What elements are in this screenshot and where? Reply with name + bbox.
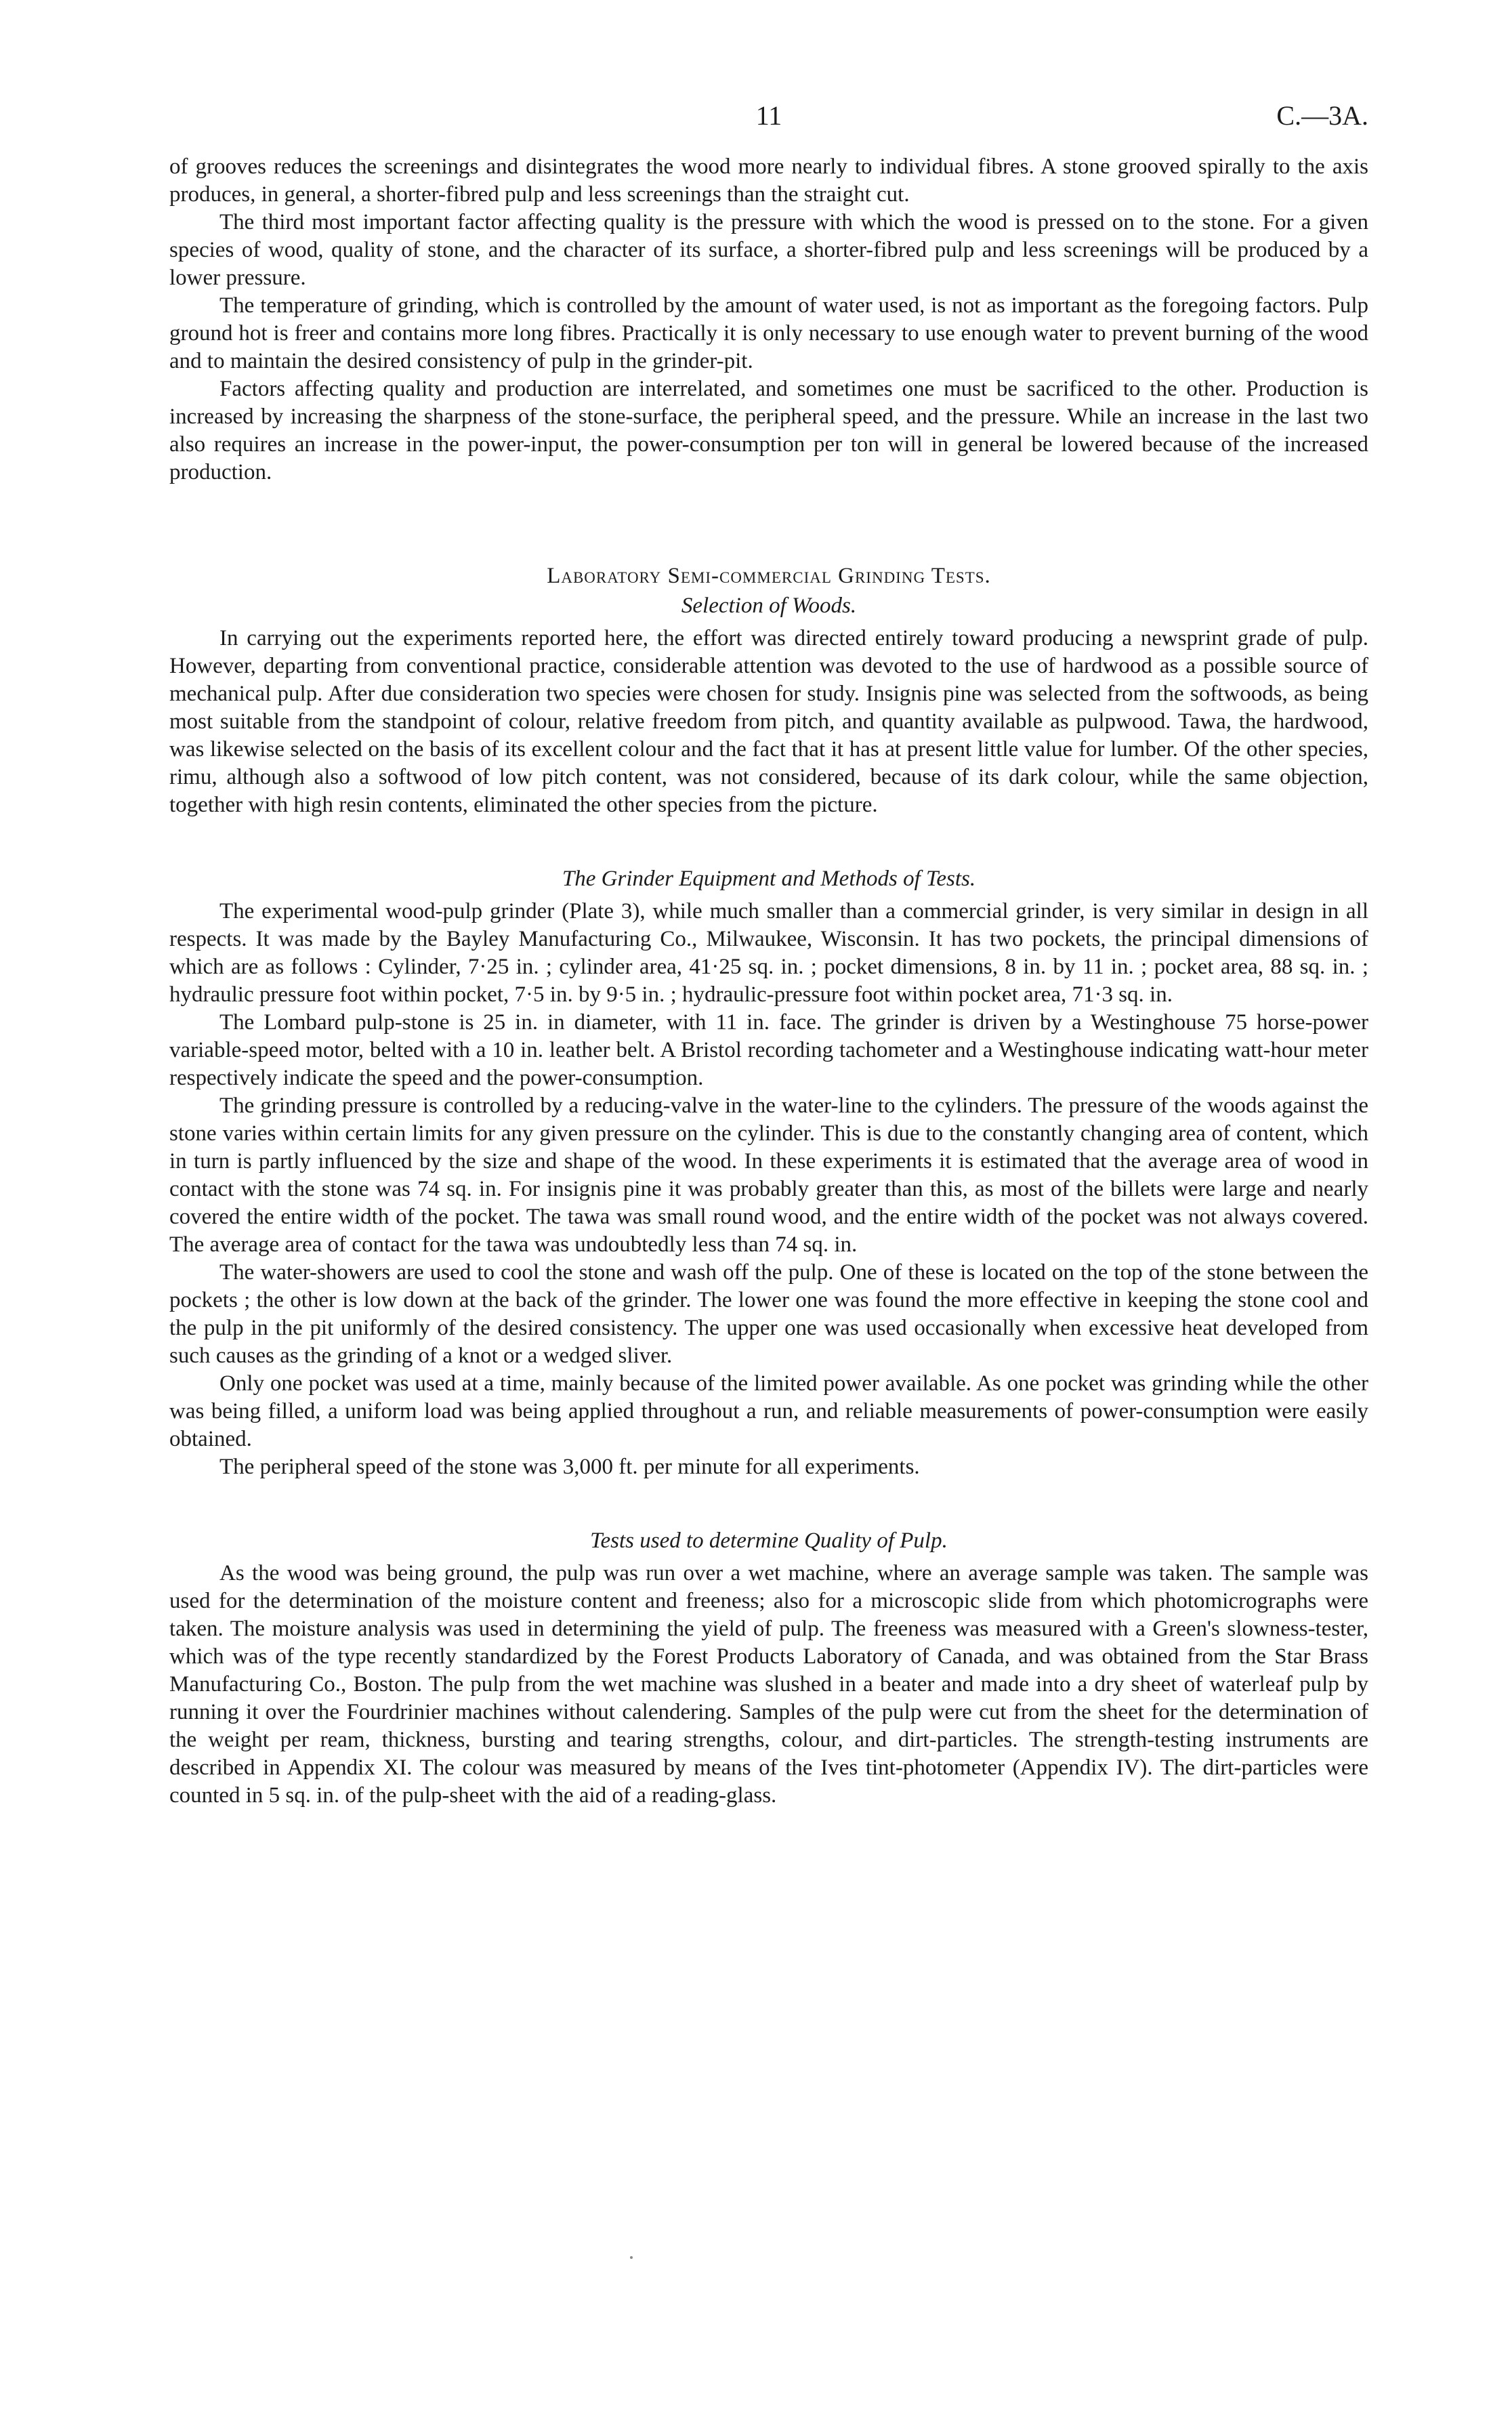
paragraph: Factors affecting quality and production are interrelated, and sometimes one must be sacrificed to the other. Production is increased by increasing the sharpness of the stone-surface, the peripheral speed, and the pressure. While an increase in the last two also requires an increase in the power-input, the power-consumption per ton will in general be lowered because of the increased production. — [169, 377, 1368, 484]
subsection-heading: Tests used to determine Quality of Pulp. — [590, 1529, 948, 1553]
grinder-equipment-section — [169, 864, 1368, 1481]
document-page — [169, 95, 1368, 1810]
paragraph: The grinding pressure is controlled by a reducing-valve in the water-line to the cylinders. The pressure of the woods against the stone varies within certain limits for any given pressure on the cylinder. This is due to the constantly changing area of content, which in turn is partly influenced by the size and shape of the wood. In these experiments it is estimated that the average area of wood in contact with the stone was 74 sq. in. For insignis pine it was probably greater than this, as most of the billets were large and nearly covered the entire width of the pocket. The tawa was small round wood, and the entire width of the pocket was not always covered. The average area of contact for the tawa was undoubtedly less than 74 sq. in. — [169, 1094, 1368, 1257]
paragraph: In carrying out the experiments reported here, the effort was directed entirely toward producing a newsprint grade of pulp. However, departing from conventional practice, considerable attention was devoted to the use of hardwood as a possible source of mechanical pulp. After due consideration two species were chosen for study. Insignis pine was selected from the softwoods, as being most suitable from the standpoint of colour, relative freedom from pitch, and quantity available as pulpwood. Tawa, the hardwood, was likewise selected on the basis of its excellent colour and the fact that it has at present little value for lumber. Of the other species, rimu, although also a softwood of low pitch content, was not considered, because of its dark colour, while the same objection, together with high resin contents, eliminated the other species from the picture. — [169, 626, 1368, 817]
quality-tests-section — [169, 1526, 1368, 1810]
paragraph: Only one pocket was used at a time, mainly because of the limited power available. As one pocket was grinding while the other was being filled, a uniform load was being applied throughout a run, and reliable measurements of power-consumption were easily obtained. — [169, 1371, 1368, 1451]
section-heading: Laboratory Semi-commercial Grinding Tests. — [547, 564, 991, 588]
paragraph: The Lombard pulp-stone is 25 in. in diameter, with 11 in. face. The grinder is driven by a Westinghouse 75 horse-power variable-speed motor, belted with a 10 in. leather belt. A Bristol recording tachometer and a Westinghouse indicating watt-hour meter respectively indicate the speed and the power-consumption. — [169, 1010, 1368, 1090]
intro-section — [169, 153, 1368, 486]
paragraph: The third most important factor affecting quality is the pressure with which the wood is pressed on to the stone. For a given species of wood, quality of stone, and the character of its surface, a shorter-fibred pulp and less screenings will be produced by a lower pressure. — [169, 210, 1368, 290]
paragraph: The experimental wood-pulp grinder (Plate 3), while much smaller than a commercial grinder, is very similar in design in all respects. It was made by the Bayley Manufacturing Co., Milwaukee, Wisconsin. It has two pockets, the principal dimensions of which are as follows : Cylinder, 7·25 in. ; cylinder area, 41·25 sq. in. ; pocket dimensions, 8 in. by 11 in. ; pocket area, 88 sq. in. ; hydraulic pressure foot within pocket, 7·5 in. by 9·5 in. ; hydraulic-pressure foot within pocket area, 71·3 sq. in. — [169, 899, 1368, 1007]
paragraph: As the wood was being ground, the pulp was run over a wet machine, where an average sample was taken. The sample was used for the determination of the moisture content and freeness; also for a microscopic slide from which photomicrographs were taken. The moisture analysis was used in determining the yield of pulp. The freeness was measured with a Green's slowness-tester, which was of the type recently standardized by the Forest Products Laboratory of Canada, and was obtained from the Star Brass Manufacturing Co., Boston. The pulp from the wet machine was slushed in a beater and made into a dry sheet of waterleaf pulp by running it over the Fourdrinier machines without calendering. Samples of the pulp were cut from the sheet for the determination of the weight per ream, thickness, bursting and tearing strengths, colour, and dirt-particles. The strength-testing instruments are described in Appendix XI. The colour was measured by means of the Ives tint-photometer (Appendix IV). The dirt-particles were counted in 5 sq. in. of the pulp-sheet with the aid of a reading-glass. — [169, 1561, 1368, 1808]
selection-of-woods-section — [169, 591, 1368, 819]
page-number: 11 — [755, 100, 782, 131]
paragraph: The water-showers are used to cool the stone and wash off the pulp. One of these is located on the top of the stone between the pockets ; the other is low down at the back of the grinder. The lower one was found the more effective in keeping the stone cool and the pulp in the pit uniformly of the desired consistency. The upper one was used occasionally when excessive heat developed from such causes as the grinding of a knot or a wedged sliver. — [169, 1260, 1368, 1368]
subsection-heading: The Grinder Equipment and Methods of Tests. — [562, 867, 976, 891]
paragraph: of grooves reduces the screenings and disintegrates the wood more nearly to individual fibres. A stone grooved spirally to the axis produces, in general, a shorter-fibred pulp and less screenings than the straight cut. — [169, 154, 1368, 207]
paragraph: The peripheral speed of the stone was 3,000 ft. per minute for all experiments. — [219, 1455, 920, 1479]
paragraph: The temperature of grinding, which is controlled by the amount of water used, is not as important as the foregoing factors. Pulp ground hot is freer and contains more long fibres. Practically it is only necessary to use enough water to prevent burning of the wood and to maintain the desired consistency of pulp in the grinder-pit. — [169, 293, 1368, 373]
ink-speck — [630, 2256, 633, 2259]
document-code: C.—3A. — [1276, 100, 1368, 131]
subsection-heading: Selection of Woods. — [681, 594, 857, 618]
page-header — [169, 95, 1368, 136]
